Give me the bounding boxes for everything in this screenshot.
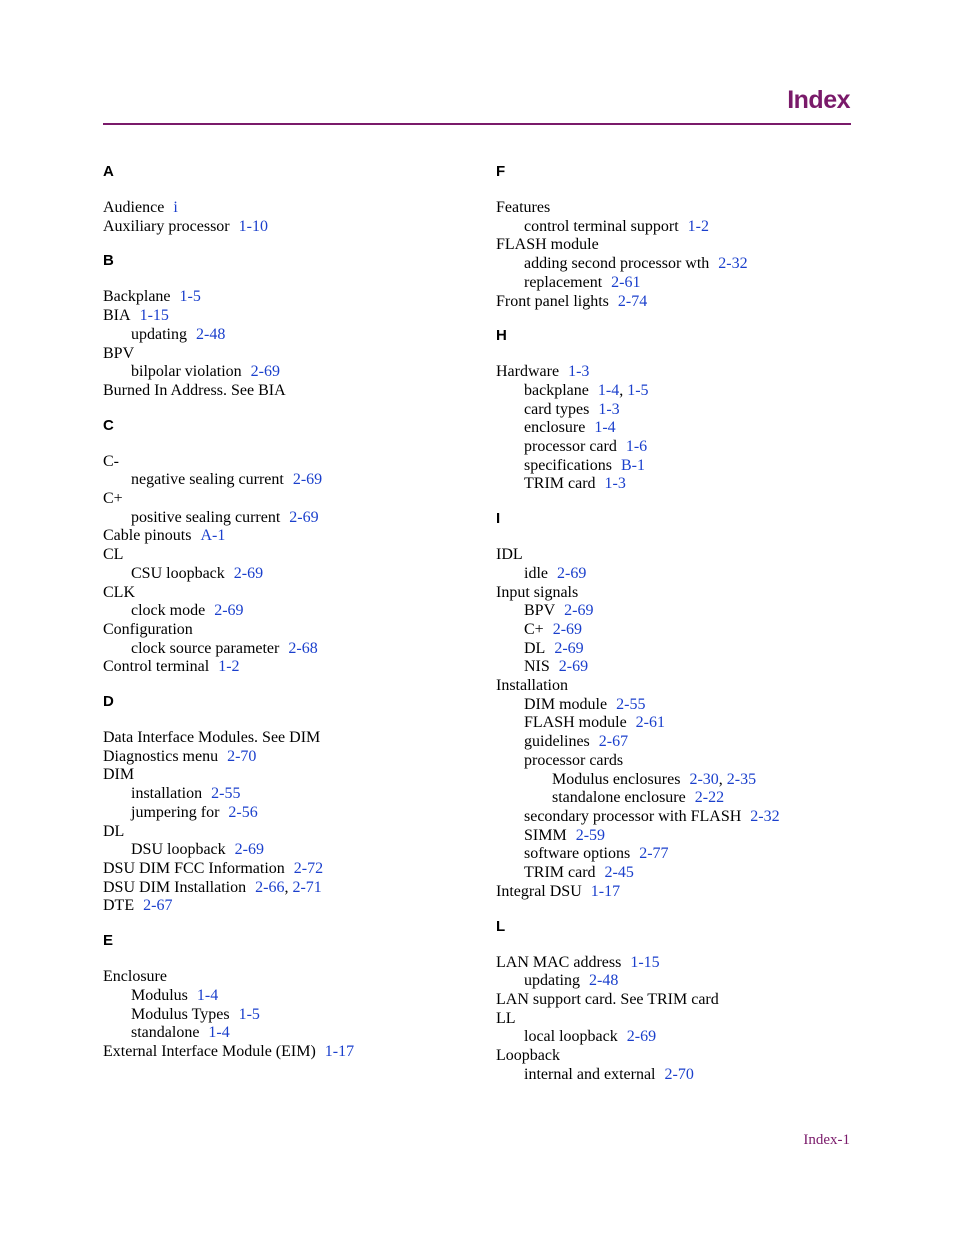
page-ref-link[interactable]: 2-70	[227, 747, 257, 765]
index-section-e	[103, 932, 463, 1062]
entry-term: DTE	[103, 897, 135, 915]
index-entry	[103, 729, 463, 748]
entry-term: Configuration	[103, 620, 193, 638]
index-entry	[103, 509, 463, 528]
entry-term: Enclosure	[103, 968, 167, 986]
page-ref-link[interactable]: 2-69	[214, 602, 244, 620]
index-entry	[103, 621, 463, 640]
entry-term: Burned In Address. See BIA	[103, 381, 286, 399]
page-ref-link[interactable]: 2-67	[143, 897, 173, 915]
index-entry	[496, 565, 856, 584]
entry-term: IDL	[496, 546, 523, 564]
entry-term: DL	[103, 822, 125, 840]
page-ref-link[interactable]: A-1	[200, 527, 226, 545]
entry-term: CL	[103, 546, 124, 564]
entry-term: local loopback	[524, 1028, 618, 1046]
section-letter: I	[496, 510, 501, 528]
entry-term: SIMM	[524, 826, 567, 844]
entry-term: replacement	[524, 273, 603, 291]
page-ref-link[interactable]: 2-66	[255, 878, 285, 896]
entry-term: Control terminal	[103, 658, 210, 676]
index-entry	[103, 307, 463, 326]
section-letter: D	[103, 693, 114, 711]
page-ref-link[interactable]: 2-67	[598, 733, 629, 751]
entry-term: DSU DIM FCC Information	[103, 859, 285, 877]
entry-term: bilpolar violation	[131, 363, 242, 381]
entry-term: guidelines	[524, 733, 590, 751]
entry-term: DIM	[103, 766, 135, 784]
page-ref-link[interactable]: 2-69	[289, 508, 319, 526]
index-entry	[496, 382, 856, 401]
entry-term: External Interface Module (EIM)	[103, 1042, 316, 1060]
page-ref-link[interactable]: 2-56	[228, 803, 258, 821]
entry-term: idle	[524, 564, 548, 582]
ref-comma: ,	[619, 381, 628, 399]
index-entry	[496, 602, 856, 621]
page-ref-link[interactable]: 2-35	[726, 770, 757, 788]
index-entry	[496, 236, 856, 255]
index-entry	[103, 363, 463, 382]
index-section-c	[103, 417, 463, 677]
index-entry	[496, 864, 856, 883]
index-entry	[496, 457, 856, 476]
entry-term: Audience	[103, 199, 165, 216]
entry-term: NIS	[524, 658, 550, 676]
page-ref-link[interactable]: 1-4	[196, 986, 219, 1004]
index-entry	[496, 658, 856, 677]
index-entry	[496, 714, 856, 733]
index-entry	[496, 475, 856, 494]
entry-term: Modulus enclosures	[552, 770, 681, 788]
index-entry	[103, 748, 463, 767]
index-entry	[496, 991, 856, 1010]
entry-term: backplane	[524, 381, 589, 399]
entry-term: negative sealing current	[131, 471, 284, 489]
page-ref-link[interactable]: 1-15	[630, 953, 660, 971]
index-entry	[103, 288, 463, 307]
index-column-left	[103, 163, 463, 1062]
index-entry	[496, 1010, 856, 1029]
page-ref-link[interactable]: 1-10	[238, 217, 268, 235]
page-ref-link[interactable]: 2-69	[558, 658, 589, 676]
page-ref-link[interactable]: 1-2	[687, 217, 709, 235]
page-ref-link[interactable]: 1-4	[208, 1024, 230, 1042]
entry-term: Input signals	[496, 583, 579, 601]
index-entry	[496, 1047, 856, 1066]
page-ref-link[interactable]: 1-17	[324, 1042, 355, 1060]
entry-term: BPV	[524, 602, 556, 620]
section-letter: E	[103, 932, 114, 950]
index-entry	[496, 1066, 856, 1085]
index-entry	[496, 845, 856, 864]
entry-term: software options	[524, 845, 631, 863]
entry-term: BPV	[103, 344, 135, 362]
entry-term: FLASH module	[496, 236, 599, 254]
section-letter: A	[103, 163, 114, 180]
entry-term: DSU DIM Installation	[103, 878, 247, 896]
entry-term: Cable pinouts	[103, 527, 192, 545]
index-entry	[103, 640, 463, 659]
entry-term: Data Interface Modules. See DIM	[103, 729, 321, 747]
entry-term: secondary processor with FLASH	[524, 807, 742, 825]
page-ref-link[interactable]: 2-45	[604, 864, 634, 882]
index-entry	[496, 419, 856, 438]
entry-term: Diagnostics menu	[103, 747, 219, 765]
index-entry	[103, 546, 463, 565]
index-section-i	[496, 510, 856, 901]
index-entry	[496, 640, 856, 659]
page-ref-link[interactable]: 2-77	[639, 845, 669, 863]
index-entry	[103, 987, 463, 1006]
index-section-a	[103, 163, 463, 236]
section-letter: H	[496, 327, 507, 345]
index-entry	[496, 883, 856, 902]
index-entry	[496, 199, 856, 218]
index-entry	[103, 602, 463, 621]
entry-term: C-	[103, 452, 119, 470]
page-ref-link[interactable]: 2-69	[626, 1028, 657, 1046]
entry-term: TRIM card	[524, 864, 596, 882]
page-ref-link[interactable]: i	[173, 199, 178, 216]
entry-term: Auxiliary processor	[103, 217, 230, 235]
index-section-f	[496, 163, 856, 311]
entry-term: CLK	[103, 583, 135, 601]
page-ref-link[interactable]: 2-69	[233, 564, 264, 582]
page-ref-link[interactable]: 1-5	[238, 1005, 260, 1023]
section-letter: L	[496, 917, 506, 935]
index-entry	[103, 453, 463, 472]
index-entry	[496, 733, 856, 752]
index-entry	[103, 968, 463, 987]
index-entry	[496, 546, 856, 565]
page-ref-link[interactable]: 2-71	[292, 878, 322, 896]
index-entry	[103, 1006, 463, 1025]
index-entry	[103, 658, 463, 677]
index-entry	[103, 897, 463, 916]
index-section-d	[103, 693, 463, 916]
index-entry	[496, 274, 856, 293]
entry-term: C+	[103, 490, 123, 508]
entry-term: LL	[496, 1009, 516, 1027]
index-entry	[103, 218, 463, 237]
entry-term: card types	[524, 400, 590, 418]
entry-term: Modulus Types	[131, 1005, 230, 1023]
entry-term: Hardware	[496, 363, 560, 381]
entry-term: C+	[524, 620, 544, 638]
entry-term: BIA	[103, 307, 131, 325]
index-entry	[103, 785, 463, 804]
index-entry	[103, 804, 463, 823]
page-ref-link[interactable]: 2-55	[616, 695, 646, 713]
page-ref-link[interactable]: 2-69	[564, 602, 594, 620]
page-ref-link[interactable]: 2-22	[694, 789, 725, 807]
entry-term: jumpering for	[131, 803, 220, 821]
entry-term: FLASH module	[524, 714, 627, 732]
entry-term: positive sealing current	[131, 508, 281, 526]
index-entry	[103, 345, 463, 364]
page-ref-link[interactable]: 2-74	[617, 292, 648, 310]
page-ref-link[interactable]: 1-3	[604, 475, 626, 493]
index-entry	[496, 584, 856, 603]
index-entry	[496, 827, 856, 846]
page-ref-link[interactable]: 2-55	[211, 785, 241, 803]
index-column-right	[496, 163, 856, 1084]
index-entry	[103, 471, 463, 490]
page-ref-link[interactable]: 1-3	[598, 400, 620, 418]
index-entry	[103, 823, 463, 842]
page-ref-link[interactable]: 2-48	[589, 972, 619, 990]
entry-term: processor card	[524, 438, 617, 456]
page-ref-link[interactable]: 1-5	[627, 381, 649, 399]
index-entry	[103, 841, 463, 860]
entry-term: processor cards	[524, 751, 624, 769]
index-entry	[496, 696, 856, 715]
page-ref-link[interactable]: 2-72	[293, 859, 324, 877]
index-entry	[496, 1028, 856, 1047]
index-entry	[103, 490, 463, 509]
entry-term: clock mode	[131, 602, 206, 620]
index-entry	[496, 621, 856, 640]
entry-term: standalone	[131, 1024, 200, 1042]
entry-term: standalone enclosure	[552, 789, 686, 807]
index-entry	[496, 255, 856, 274]
page-ref-link[interactable]: 1-2	[218, 658, 240, 676]
entry-term: DIM module	[524, 695, 608, 713]
index-entry	[496, 293, 856, 312]
index-entry	[496, 954, 856, 973]
entry-term: clock source parameter	[131, 639, 280, 657]
page-ref-link[interactable]: 1-15	[139, 307, 169, 325]
page-ref-link[interactable]: 1-4	[597, 381, 620, 399]
entry-term: enclosure	[524, 419, 586, 437]
page-ref-link[interactable]: 2-61	[635, 714, 665, 732]
page-ref-link[interactable]: 1-5	[179, 288, 201, 306]
entry-term: Modulus	[131, 986, 188, 1004]
index-entry	[496, 972, 856, 991]
index-entry	[496, 401, 856, 420]
entry-term: Front panel lights	[496, 292, 609, 310]
entry-term: adding second processor wth	[524, 255, 710, 273]
page-ref-link[interactable]: 1-3	[568, 363, 590, 381]
page-ref-link[interactable]: 1-4	[594, 419, 616, 437]
page-ref-link[interactable]: 1-6	[625, 438, 648, 456]
page-ref-link[interactable]: 2-48	[196, 325, 226, 343]
entry-term: LAN support card. See TRIM card	[496, 990, 719, 1008]
page-ref-link[interactable]: 2-69	[557, 564, 587, 582]
index-entry	[103, 382, 463, 401]
index-entry	[103, 1024, 463, 1043]
index-entry	[496, 808, 856, 827]
page-ref-link[interactable]: 2-30	[689, 770, 719, 788]
index-entry	[103, 326, 463, 345]
ref-comma: ,	[284, 878, 293, 896]
section-letter: C	[103, 416, 114, 434]
entry-term: Integral DSU	[496, 882, 582, 900]
page-ref-link[interactable]: B-1	[620, 456, 645, 474]
index-entry	[103, 565, 463, 584]
page-ref-link[interactable]: 2-59	[575, 826, 606, 844]
index-entry	[496, 752, 856, 771]
entry-term: updating	[524, 972, 580, 990]
section-letter: F	[496, 163, 506, 180]
entry-term: internal and external	[524, 1065, 656, 1083]
index-entry	[496, 771, 856, 790]
entry-term: Installation	[496, 677, 568, 695]
entry-term: updating	[131, 325, 187, 343]
index-entry	[103, 879, 463, 898]
page-ref-link[interactable]: 2-69	[234, 841, 264, 859]
index-entry	[496, 218, 856, 237]
index-entry	[496, 789, 856, 808]
entry-term: CSU loopback	[131, 564, 225, 582]
entry-term: Features	[496, 199, 551, 216]
page-ref-link[interactable]: 2-70	[664, 1065, 694, 1083]
index-entry	[103, 584, 463, 603]
index-entry	[496, 677, 856, 696]
page-ref-link[interactable]: 2-32	[750, 807, 780, 825]
page-ref-link[interactable]: 2-68	[288, 639, 318, 657]
entry-term: TRIM card	[524, 475, 596, 493]
page-ref-link[interactable]: 2-61	[611, 273, 641, 291]
index-entry	[496, 363, 856, 382]
index-entry	[103, 527, 463, 546]
index-entry	[103, 860, 463, 879]
index-entry	[103, 766, 463, 785]
section-letter: B	[103, 252, 114, 270]
page-ref-link[interactable]: 2-69	[250, 363, 280, 381]
entry-term: DSU loopback	[131, 841, 226, 859]
ref-comma: ,	[718, 770, 727, 788]
page-number: Index-1	[803, 1132, 850, 1148]
page-ref-link[interactable]: 2-32	[718, 255, 748, 273]
entry-term: specifications	[524, 456, 612, 474]
page-ref-link[interactable]: 1-17	[590, 882, 621, 900]
page-ref-link[interactable]: 2-69	[554, 639, 584, 657]
index-entry	[496, 438, 856, 457]
index-entry	[103, 199, 463, 218]
page-ref-link[interactable]: 2-69	[552, 620, 583, 638]
entry-term: control terminal support	[524, 217, 679, 235]
entry-term: LAN MAC address	[496, 953, 622, 971]
index-section-h	[496, 327, 856, 494]
index-entry	[103, 1043, 463, 1062]
page-title: Index	[787, 86, 850, 114]
entry-term: installation	[131, 785, 203, 803]
entry-term: DL	[524, 639, 546, 657]
entry-term: Backplane	[103, 288, 171, 306]
index-section-b	[103, 252, 463, 400]
title-rule	[103, 123, 851, 125]
index-section-l	[496, 918, 856, 1085]
entry-term: Loopback	[496, 1047, 560, 1065]
page-ref-link[interactable]: 2-69	[292, 471, 323, 489]
